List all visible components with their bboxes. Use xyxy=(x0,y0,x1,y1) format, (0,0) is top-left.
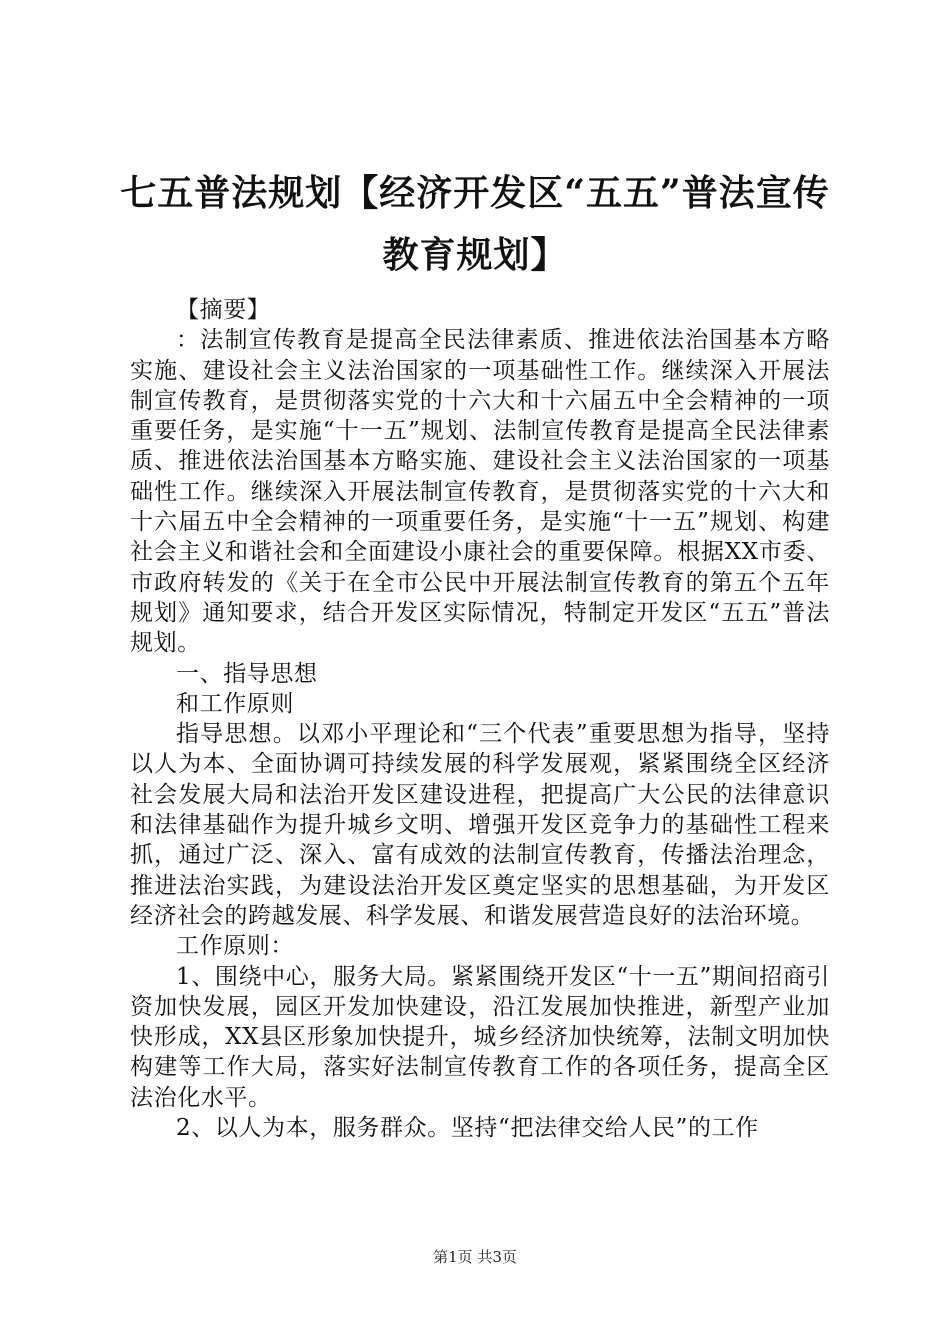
body-paragraph: 1、围绕中心，服务大局。紧紧围绕开发区“十一五”期间招商引资加快发展，园区开发加快建设，沿江发展加快推进，新型产业加快形成，XX县区形象加快提升，城乡经济加快统筹，法制文明加快构建等工作大局，落实好法制宣传教育工作的各项任务，提高全区法治化水平。 xyxy=(130,963,830,1111)
document-body xyxy=(130,295,830,1143)
page-number-footer: 第1页 共3页 xyxy=(433,1248,517,1266)
body-paragraph: 2、以人为本，服务群众。坚持“把法律交给人民”的工作 xyxy=(176,1115,759,1142)
document-title: 七五普法规划【经济开发区“五五”普法宣传教育规划】 xyxy=(120,172,830,276)
abstract-heading: 【摘要】 xyxy=(176,297,271,323)
section-heading-continued: 和工作原则 xyxy=(176,690,294,717)
section-heading: 一、指导思想 xyxy=(176,660,318,687)
body-paragraph: ：法制宣传教育是提高全民法律素质、推进依法治国基本方略实施、建设社会主义法治国家的一项基础性工作。继续深入开展法制宣传教育，是贯彻落实党的十六大和十六届五中全会精神的一项重要任务，是实施“十一五”规划、法制宣传教育是提高全民法律素质、推进依法治国基本方略实施、建设社会主义法治国家的一项基础性工作。继续深入开展法制宣传教育，是贯彻落实党的十六大和十六届五中全会精神的一项重要任务，是实施“十一五”规划、构建社会主义和谐社会和全面建设小康社会的重要保障。根据XX市委、市政府转发的《关于在全市公民中开展法制宣传教育的第五个五年规划》通知要求，结合开发区实际情况，特制定开发区“五五”普法规划。 xyxy=(130,327,830,657)
body-paragraph: 指导思想。以邓小平理论和“三个代表”重要思想为指导，坚持以人为本、全面协调可持续发展的科学发展观，紧紧围绕全区经济社会发展大局和法治开发区建设进程，把提高广大公民的法律意识和法律基础作为提升城乡文明、增强开发区竞争力的基础性工程来抓，通过广泛、深入、富有成效的法制宣传教育，传播法治理念，推进法治实践，为建设法治开发区奠定坚实的思想基础，为开发区经济社会的跨越发展、科学发展、和谐发展营造良好的法治环境。 xyxy=(130,721,830,929)
subheading: 工作原则： xyxy=(176,933,294,960)
